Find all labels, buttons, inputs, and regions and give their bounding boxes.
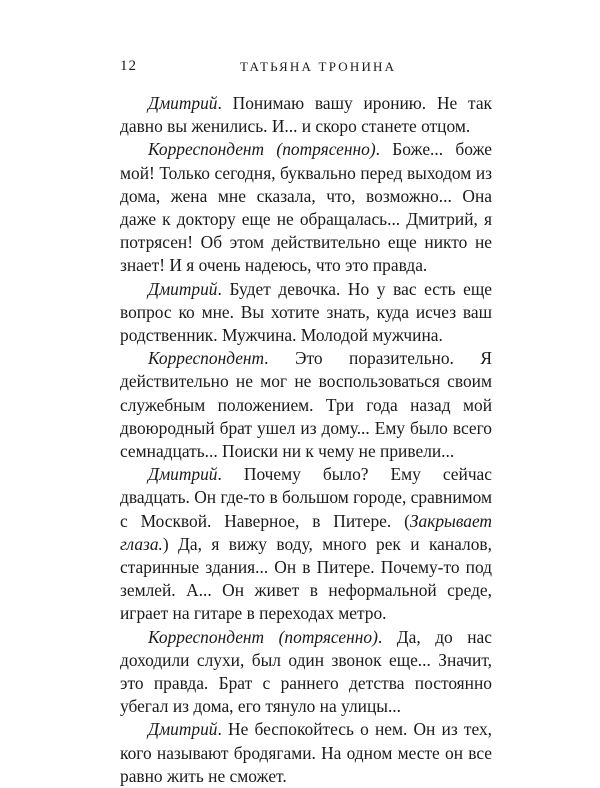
paragraph bbox=[120, 626, 492, 719]
paragraph bbox=[120, 347, 492, 463]
page-number: 12 bbox=[120, 58, 137, 74]
paragraph-text: . Почему было? Ему сейчас двадцать. Он где-то в большом городе, сравнимом с Москвой. Наверное, в Питере. ( bbox=[120, 464, 492, 531]
running-head bbox=[120, 58, 500, 78]
speaker-name: Корреспондент bbox=[148, 348, 265, 369]
paragraph bbox=[120, 278, 492, 348]
stage-direction: Закрывает глаза. bbox=[120, 510, 492, 554]
paragraph-text: . Будет девочка. Но у вас есть еще вопрос ко мне. Вы хотите знать, куда исчез ваш родственник. Мужчина. Молодой мужчина. bbox=[120, 278, 492, 346]
speaker-name: Дмитрий bbox=[148, 719, 218, 740]
speaker-name: Дмитрий bbox=[148, 278, 218, 299]
dialogue-text bbox=[120, 92, 492, 788]
paragraph-text: ) Да, я вижу воду, много рек и каналов, старинные здания... Он в Питере. Почему-то под землей. А... Он живет в неформальной среде, играет на гитаре в переходах метро. bbox=[120, 533, 492, 624]
running-title: ТАТЬЯНА ТРОНИНА bbox=[240, 59, 397, 74]
speaker-name: Корреспондент (потрясенно) bbox=[148, 626, 378, 647]
paragraph bbox=[120, 718, 492, 788]
speaker-name: Дмитрий bbox=[148, 464, 218, 485]
paragraph-text: . Боже... боже мой! Только сегодня, буквально перед выходом из дома, жена мне сказала, что, возможно... Она даже к доктору еще не обращалась... Дмитрий, я потрясен! Об этом действительно еще никто не знает! И я очень надеюсь, что это правда. bbox=[120, 139, 492, 276]
paragraph-text: . Это поразительно. Я действительно не мог не воспользоваться своим служебным положением. Три года назад мой двоюродный брат ушел из дому... Ему было всего семнадцать... Поиски ни к чему не привели... bbox=[120, 348, 492, 462]
paragraph-text: . Да, до нас доходили слухи, был один звонок еще... Значит, это правда. Брат с раннего детства постоянно убегал из дома, его тянуло на улицы... bbox=[120, 626, 492, 717]
paragraph-text: . Понимаю вашу иронию. Не так давно вы женились. И... и скоро станете отцом. bbox=[120, 93, 492, 137]
speaker-name: Корреспондент (потрясенно) bbox=[148, 139, 376, 160]
speaker-name: Дмитрий bbox=[148, 93, 218, 113]
paragraph-text: . Не беспокойтесь о нем. Он из тех, кого называют бродягами. На одном месте он все равно жить не сможет. bbox=[120, 719, 492, 786]
paragraph bbox=[120, 92, 492, 138]
paragraph bbox=[120, 463, 492, 625]
paragraph bbox=[120, 138, 492, 277]
